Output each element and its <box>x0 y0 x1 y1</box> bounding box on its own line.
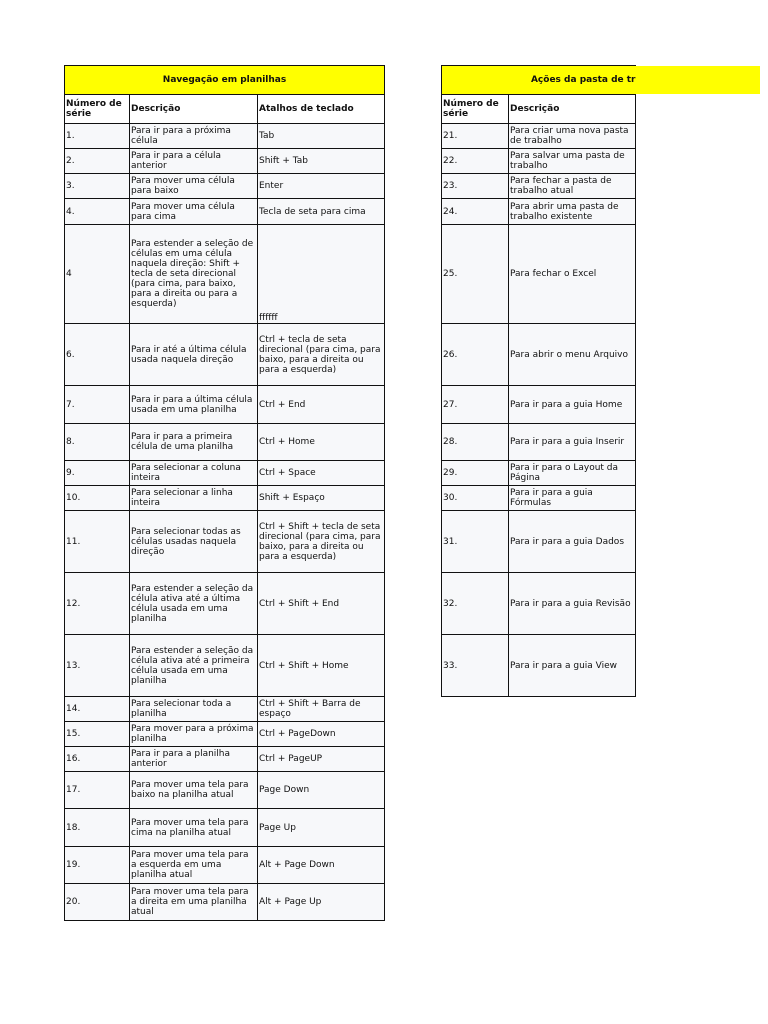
row-shortcut: Ctrl + End <box>258 386 385 424</box>
col-header-shortcut: Atalhos de teclado <box>258 95 385 124</box>
workbook-actions-table <box>441 65 636 697</box>
row-number: 29. <box>442 461 509 486</box>
table-row <box>442 461 636 486</box>
row-number: 31. <box>442 511 509 573</box>
row-description: Para selecionar a linha inteira <box>130 486 258 511</box>
row-description: Para ir para a última célula usada em uma planilha <box>130 386 258 424</box>
row-shortcut: Page Up <box>258 809 385 847</box>
row-description: Para estender a seleção de células em uma célula naquela direção: Shift + tecla de seta direcional (para cima, para baixo, para a direita ou para a esquerda) <box>130 225 258 324</box>
table-row <box>65 124 385 149</box>
row-number: 12. <box>65 573 130 635</box>
row-description: Para abrir o menu Arquivo <box>509 324 636 386</box>
table-row <box>442 324 636 386</box>
row-number: 24. <box>442 199 509 225</box>
navigation-table <box>64 65 385 921</box>
table-row <box>65 747 385 772</box>
table-row <box>65 174 385 199</box>
row-shortcut: Ctrl + Shift + End <box>258 573 385 635</box>
row-shortcut: ffffff <box>258 225 385 324</box>
row-shortcut: Ctrl + Shift + Home <box>258 635 385 697</box>
row-description: Para mover uma célula para cima <box>130 199 258 225</box>
row-number: 1. <box>65 124 130 149</box>
row-shortcut: Page Down <box>258 772 385 809</box>
row-number: 10. <box>65 486 130 511</box>
table-row <box>65 573 385 635</box>
row-number: 21. <box>442 124 509 149</box>
table-row <box>65 424 385 461</box>
table-row <box>442 149 636 174</box>
row-number: 13. <box>65 635 130 697</box>
row-number: 26. <box>442 324 509 386</box>
row-description: Para ir para a guia Home <box>509 386 636 424</box>
row-description: Para ir para a célula anterior <box>130 149 258 174</box>
table-row <box>442 124 636 149</box>
row-number: 25. <box>442 225 509 324</box>
row-description: Para criar uma nova pasta de trabalho <box>509 124 636 149</box>
row-description: Para ir para a guia Fórmulas <box>509 486 636 511</box>
table-row <box>442 573 636 635</box>
row-number: 9. <box>65 461 130 486</box>
row-description: Para ir para a planilha anterior <box>130 747 258 772</box>
row-number: 22. <box>442 149 509 174</box>
row-number: 23. <box>442 174 509 199</box>
row-number: 30. <box>442 486 509 511</box>
table-row <box>442 511 636 573</box>
row-shortcut: Enter <box>258 174 385 199</box>
row-description: Para fechar o Excel <box>509 225 636 324</box>
row-description: Para mover uma tela para a esquerda em uma planilha atual <box>130 847 258 884</box>
col-header-number: Número de série <box>65 95 130 124</box>
table-row <box>65 847 385 884</box>
table-row <box>442 174 636 199</box>
row-number: 4 <box>65 225 130 324</box>
table-row <box>65 809 385 847</box>
table-row <box>442 225 636 324</box>
row-shortcut: Alt + Page Down <box>258 847 385 884</box>
row-number: 2. <box>65 149 130 174</box>
row-shortcut: Ctrl + tecla de seta direcional (para cima, para baixo, para a direita ou para a esquerda) <box>258 324 385 386</box>
row-shortcut: Ctrl + Space <box>258 461 385 486</box>
row-description: Para mover uma tela para baixo na planilha atual <box>130 772 258 809</box>
row-description: Para ir para a próxima célula <box>130 124 258 149</box>
table-row <box>65 722 385 747</box>
workbook-table-title: Ações da pasta de tr <box>442 66 636 95</box>
row-number: 8. <box>65 424 130 461</box>
table-row <box>65 697 385 722</box>
row-description: Para selecionar todas as células usadas naquela direção <box>130 511 258 573</box>
row-description: Para ir para o Layout da Página <box>509 461 636 486</box>
row-shortcut: Ctrl + Shift + tecla de seta direcional (para cima, para baixo, para a direita ou para a esquerda) <box>258 511 385 573</box>
row-description: Para fechar a pasta de trabalho atual <box>509 174 636 199</box>
table-row <box>442 635 636 697</box>
row-number: 32. <box>442 573 509 635</box>
table-row <box>442 386 636 424</box>
row-number: 3. <box>65 174 130 199</box>
table-row <box>65 461 385 486</box>
col-header-number: Número de série <box>442 95 509 124</box>
table-row <box>65 225 385 324</box>
row-description: Para ir para a guia Inserir <box>509 424 636 461</box>
row-shortcut: Tecla de seta para cima <box>258 199 385 225</box>
table-row <box>65 486 385 511</box>
row-description: Para estender a seleção da célula ativa até a última célula usada em uma planilha <box>130 573 258 635</box>
table-row <box>65 386 385 424</box>
row-description: Para salvar uma pasta de trabalho <box>509 149 636 174</box>
row-description: Para mover uma célula para baixo <box>130 174 258 199</box>
row-description: Para selecionar toda a planilha <box>130 697 258 722</box>
row-description: Para mover para a próxima planilha <box>130 722 258 747</box>
row-description: Para ir para a primeira célula de uma planilha <box>130 424 258 461</box>
row-shortcut: Ctrl + Shift + Barra de espaço <box>258 697 385 722</box>
table-row <box>65 772 385 809</box>
table-row <box>442 486 636 511</box>
row-description: Para ir para a guia Revisão <box>509 573 636 635</box>
navigation-table-title: Navegação em planilhas <box>65 66 385 95</box>
row-number: 15. <box>65 722 130 747</box>
row-description: Para mover uma tela para a direita em uma planilha atual <box>130 884 258 921</box>
row-shortcut: Ctrl + Home <box>258 424 385 461</box>
table-row <box>65 324 385 386</box>
row-description: Para mover uma tela para cima na planilha atual <box>130 809 258 847</box>
row-number: 28. <box>442 424 509 461</box>
row-number: 16. <box>65 747 130 772</box>
table-row <box>442 199 636 225</box>
row-description: Para ir até a última célula usada naquela direção <box>130 324 258 386</box>
col-header-description: Descrição <box>130 95 258 124</box>
row-number: 11. <box>65 511 130 573</box>
row-number: 7. <box>65 386 130 424</box>
row-shortcut: Tab <box>258 124 385 149</box>
row-description: Para estender a seleção da célula ativa até a primeira célula usada em uma planilha <box>130 635 258 697</box>
col-header-description: Descrição <box>509 95 636 124</box>
table-row <box>65 511 385 573</box>
workbook-table-title-fill <box>634 66 760 94</box>
row-number: 4. <box>65 199 130 225</box>
table-row <box>442 424 636 461</box>
row-number: 6. <box>65 324 130 386</box>
row-number: 33. <box>442 635 509 697</box>
row-shortcut: Ctrl + PageDown <box>258 722 385 747</box>
table-row <box>65 149 385 174</box>
row-number: 27. <box>442 386 509 424</box>
row-description: Para abrir uma pasta de trabalho existente <box>509 199 636 225</box>
row-description: Para selecionar a coluna inteira <box>130 461 258 486</box>
row-shortcut: Shift + Tab <box>258 149 385 174</box>
row-number: 19. <box>65 847 130 884</box>
row-description: Para ir para a guia Dados <box>509 511 636 573</box>
row-description: Para ir para a guia View <box>509 635 636 697</box>
row-shortcut: Ctrl + PageUP <box>258 747 385 772</box>
row-number: 14. <box>65 697 130 722</box>
table-row <box>65 199 385 225</box>
row-number: 17. <box>65 772 130 809</box>
table-row <box>65 884 385 921</box>
table-row <box>65 635 385 697</box>
row-shortcut: Shift + Espaço <box>258 486 385 511</box>
row-number: 18. <box>65 809 130 847</box>
row-shortcut: Alt + Page Up <box>258 884 385 921</box>
row-number: 20. <box>65 884 130 921</box>
